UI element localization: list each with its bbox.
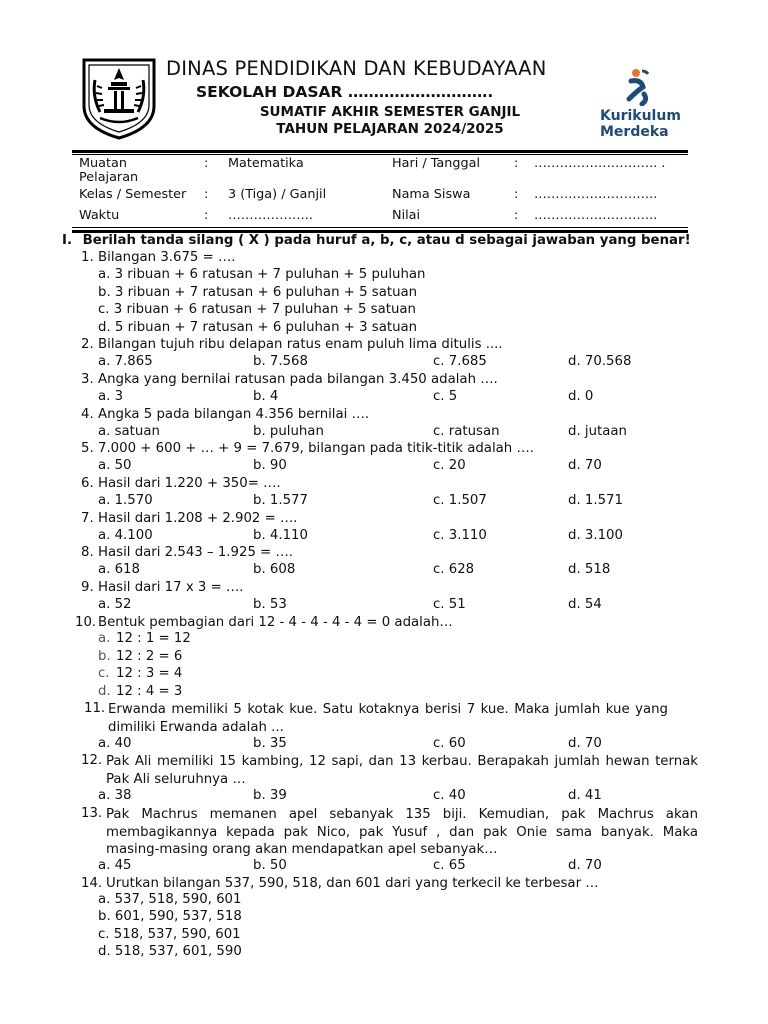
day-colon: : <box>514 156 519 171</box>
option-c[interactable]: c. 65 <box>433 858 466 873</box>
section-title: Berilah tanda silang ( X ) pada huruf a, b, c, atau d sebagai jawaban yang benar! <box>82 233 691 248</box>
question-number: 8. <box>81 545 94 560</box>
time-colon: : <box>204 208 209 223</box>
question-text: Pak Ali memiliki 15 kambing, 12 sapi, dan 13 kerbau. Berapakah jumlah hewan ternak Pak Ali seluruhnya … <box>106 754 698 787</box>
option-c[interactable]: c. 51 <box>433 597 466 612</box>
question-number: 3. <box>81 372 94 387</box>
question-number: 6. <box>81 476 94 491</box>
subject-colon: : <box>204 156 209 171</box>
option-a[interactable]: a. 45 <box>98 858 132 873</box>
school-name: SEKOLAH DASAR ………………………. <box>196 83 494 101</box>
option-b[interactable]: b. 50 <box>253 858 287 873</box>
option-a[interactable]: a. 7.865 <box>98 354 153 369</box>
question-number: 4. <box>81 407 94 422</box>
question-text: Angka 5 pada bilangan 4.356 bernilai …. <box>98 407 370 422</box>
question-number: 10. <box>75 615 97 630</box>
question-text: Angka yang bernilai ratusan pada bilangan 3.450 adalah …. <box>98 372 498 387</box>
option-c[interactable]: c. 3 ribuan + 6 ratusan + 7 puluhan + 5 satuan <box>98 302 416 317</box>
option-b[interactable]: b. 601, 590, 537, 518 <box>98 909 242 924</box>
option-d[interactable]: d. jutaan <box>568 424 627 439</box>
regional-emblem <box>78 56 160 140</box>
option-c[interactable]: c. 1.507 <box>433 493 487 508</box>
question-text: Hasil dari 1.208 + 2.902 = …. <box>98 511 298 526</box>
option-d[interactable]: d. 70 <box>568 458 602 473</box>
option-b[interactable]: b. 35 <box>253 736 287 751</box>
question-text: Hasil dari 2.543 – 1.925 = …. <box>98 545 294 560</box>
question-text: Bentuk pembagian dari 12 - 4 - 4 - 4 - 4 = 0 adalah… <box>98 615 453 630</box>
question-text: Hasil dari 1.220 + 350= …. <box>98 476 281 491</box>
option-d[interactable]: d. 518, 537, 601, 590 <box>98 944 242 959</box>
option-marker: d. <box>98 684 111 699</box>
question-number: 14. <box>81 876 103 891</box>
option-d[interactable]: d. 70 <box>568 736 602 751</box>
option-a[interactable]: a. 38 <box>98 788 132 803</box>
option-c[interactable]: c. 20 <box>433 458 466 473</box>
option-a[interactable]: a. 3 ribuan + 6 ratusan + 7 puluhan + 5 puluhan <box>98 267 426 282</box>
option-b[interactable]: b. 4.110 <box>253 528 308 543</box>
question-number: 9. <box>81 580 94 595</box>
header-rule-top-thin <box>72 154 688 155</box>
option-c[interactable]: c. 7.685 <box>433 354 487 369</box>
question-number: 2. <box>81 337 94 352</box>
option-d[interactable]: d. 1.571 <box>568 493 623 508</box>
logo-line-2: Merdeka <box>600 124 669 140</box>
score-field[interactable]: ……………………….. <box>534 208 658 223</box>
option-d[interactable]: d. 70.568 <box>568 354 632 369</box>
option-b[interactable]: b. 3 ribuan + 7 ratusan + 6 puluhan + 5 satuan <box>98 285 418 300</box>
option-b[interactable]: b. 90 <box>253 458 287 473</box>
question-text: 7.000 + 600 + … + 9 = 7.679, bilangan pada titik-titik adalah …. <box>98 441 534 456</box>
time-label: Waktu <box>79 208 120 223</box>
option-a[interactable]: a. 3 <box>98 389 124 404</box>
section-number: I. <box>62 233 72 248</box>
option-a[interactable]: a. 52 <box>98 597 132 612</box>
option-c[interactable]: c. 3.110 <box>433 528 487 543</box>
question-text: Bilangan tujuh ribu delapan ratus enam puluh lima ditulis .... <box>98 337 503 352</box>
option-c[interactable]: c. ratusan <box>433 424 500 439</box>
option-a[interactable]: a. 4.100 <box>98 528 153 543</box>
score-colon: : <box>514 208 519 223</box>
day-label: Hari / Tanggal <box>392 156 481 171</box>
question-number: 11. <box>84 701 106 716</box>
section-heading <box>62 233 691 248</box>
option-marker: c. <box>98 666 110 681</box>
header-rule-top <box>72 150 688 153</box>
name-field[interactable]: ……………………….. <box>534 187 658 202</box>
option-a[interactable]: a. 40 <box>98 736 132 751</box>
question-text: Pak Machrus memanen apel sebanyak 135 biji. Kemudian, pak Machrus akan membagikannya kepada pak Nico, pak Yusuf , dan pak Onie sama banyak. Maka masing-masing orang akan mendapatkan apel sebanyak… <box>106 807 698 857</box>
option-d[interactable]: d. 70 <box>568 858 602 873</box>
option-d[interactable]: d. 54 <box>568 597 602 612</box>
option-text: 12 : 1 = 12 <box>116 631 191 646</box>
name-label: Nama Siswa <box>392 187 471 202</box>
option-text: 12 : 4 = 3 <box>116 684 183 699</box>
logo-line-1: Kurikulum <box>600 108 681 124</box>
option-a[interactable]: a. 50 <box>98 458 132 473</box>
option-d[interactable]: d. 41 <box>568 788 602 803</box>
option-d[interactable]: d. 0 <box>568 389 594 404</box>
subject-label: Muatan <box>79 156 127 171</box>
option-marker: b. <box>98 649 111 664</box>
option-c[interactable] <box>98 666 183 681</box>
question-number: 5. <box>81 441 94 456</box>
agency-title: DINAS PENDIDIKAN DAN KEBUDAYAAN <box>166 57 547 80</box>
option-c[interactable]: c. 40 <box>433 788 466 803</box>
option-a[interactable]: a. 618 <box>98 562 140 577</box>
academic-year: TAHUN PELAJARAN 2024/2025 <box>276 121 504 137</box>
option-d[interactable]: d. 518 <box>568 562 611 577</box>
question-number: 1. <box>81 250 94 265</box>
question-text: Hasil dari 17 x 3 = …. <box>98 580 244 595</box>
option-c[interactable]: c. 628 <box>433 562 475 577</box>
option-text: 12 : 2 = 6 <box>116 649 183 664</box>
question-text: Erwanda memiliki 5 kotak kue. Satu kotaknya berisi 7 kue. Maka jumlah kue yang dimiliki Erwanda adalah ... <box>108 702 668 735</box>
option-d[interactable] <box>98 684 183 699</box>
option-a[interactable]: a. 537, 518, 590, 601 <box>98 892 242 907</box>
option-c[interactable]: c. 60 <box>433 736 466 751</box>
option-d[interactable]: d. 5 ribuan + 7 ratusan + 6 puluhan + 3 satuan <box>98 320 418 335</box>
name-colon: : <box>514 187 519 202</box>
question-number: 13. <box>81 806 103 821</box>
option-a[interactable]: a. 1.570 <box>98 493 153 508</box>
option-b[interactable]: b. 1.577 <box>253 493 308 508</box>
subject-value: Matematika <box>228 156 304 171</box>
class-label: Kelas / Semester <box>79 187 187 202</box>
subject-label-2: Pelajaran <box>79 170 139 185</box>
option-b[interactable]: b. 7.568 <box>253 354 308 369</box>
kurikulum-merdeka-logo <box>598 66 688 146</box>
class-colon: : <box>204 187 209 202</box>
option-a[interactable] <box>98 631 191 646</box>
question-number: 7. <box>81 511 94 526</box>
option-text: 12 : 3 = 4 <box>116 666 183 681</box>
question-text: Bilangan 3.675 = …. <box>98 250 236 265</box>
time-field[interactable]: ……………….. <box>228 208 313 223</box>
option-b[interactable]: b. 608 <box>253 562 296 577</box>
option-b[interactable]: b. puluhan <box>253 424 324 439</box>
score-label: Nilai <box>392 208 421 223</box>
option-marker: a. <box>98 631 111 646</box>
option-b[interactable]: b. 53 <box>253 597 287 612</box>
option-a[interactable]: a. satuan <box>98 424 160 439</box>
option-d[interactable]: d. 3.100 <box>568 528 623 543</box>
day-field[interactable]: ……………………….. . <box>534 156 666 171</box>
info-rule-bottom <box>72 227 688 228</box>
option-b[interactable]: b. 4 <box>253 389 279 404</box>
question-text: Urutkan bilangan 537, 590, 518, dan 601 dari yang terkecil ke terbesar … <box>106 876 599 891</box>
option-c[interactable]: c. 5 <box>433 389 458 404</box>
option-c[interactable]: c. 518, 537, 590, 601 <box>98 927 241 942</box>
question-number: 12. <box>81 753 103 768</box>
class-value: 3 (Tiga) / Ganjil <box>228 187 327 202</box>
option-b[interactable]: b. 39 <box>253 788 287 803</box>
exam-title: SUMATIF AKHIR SEMESTER GANJIL <box>259 104 521 120</box>
kurikulum-merdeka-icon <box>598 66 688 106</box>
regional-emblem-icon <box>78 56 160 140</box>
option-b[interactable] <box>98 649 183 664</box>
